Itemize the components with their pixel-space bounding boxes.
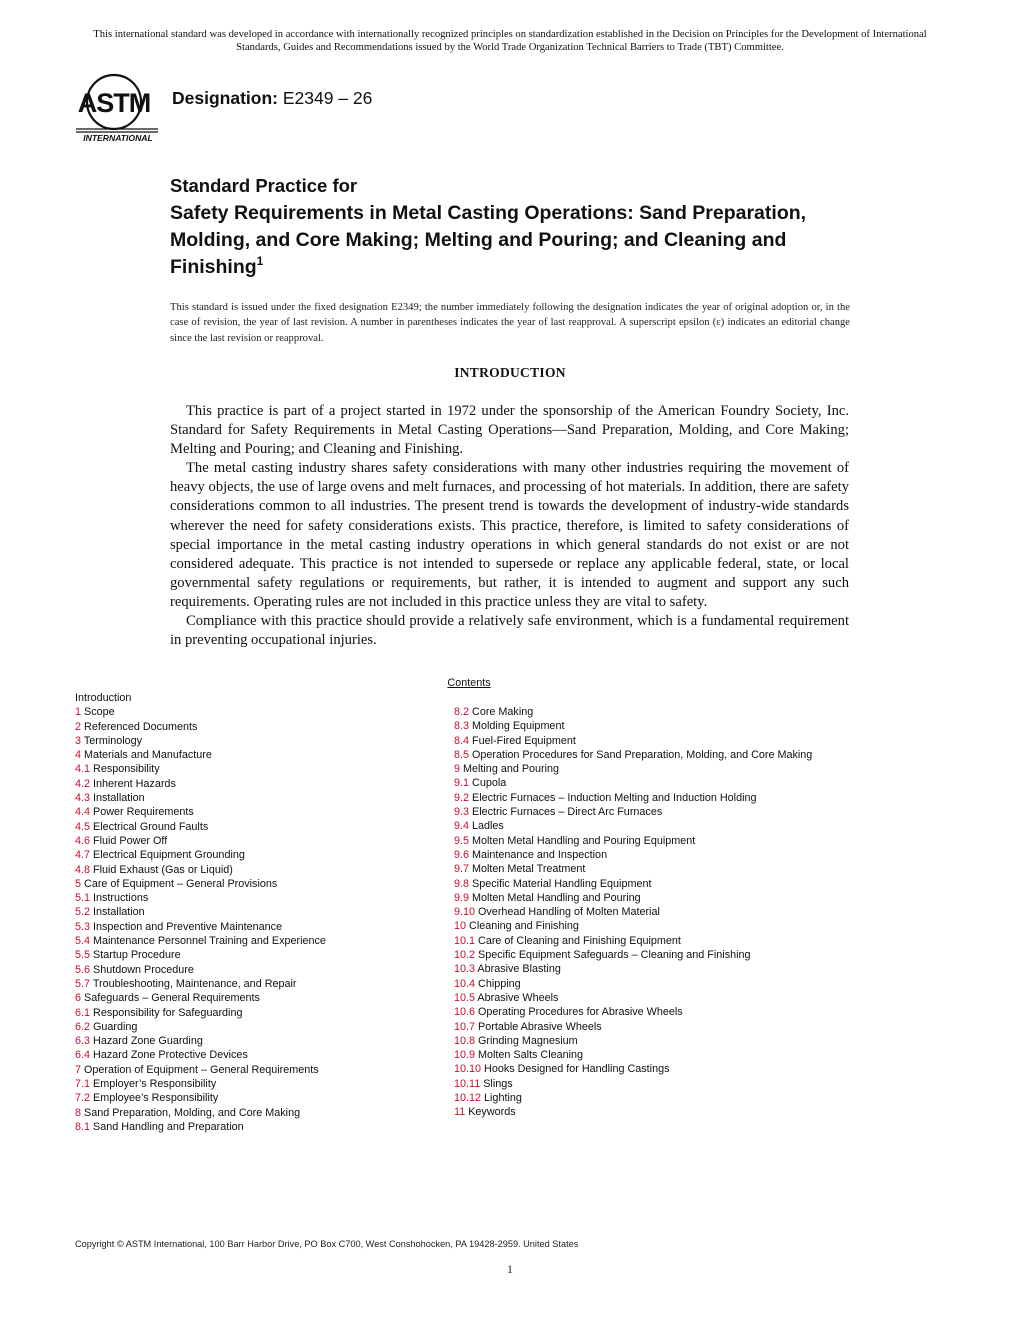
toc-entry-number[interactable]: 6.4 [75,1049,91,1062]
logo-caption: INTERNATIONAL [83,133,153,143]
toc-entry[interactable] [75,762,326,776]
toc-entry-number[interactable]: 4.2 [75,777,91,790]
toc-entry[interactable] [75,777,326,791]
toc-entry[interactable] [454,705,812,719]
toc-entry-title: Abrasive Blasting [477,963,561,976]
toc-entry[interactable] [75,820,326,834]
toc-entry-title: Molten Metal Treatment [472,863,586,876]
toc-entry-title: Responsibility [93,763,160,776]
toc-entry[interactable] [454,1034,812,1048]
toc-entry-number[interactable]: 10.2 [454,949,476,962]
toc-entry[interactable] [454,776,812,790]
toc-entry-title: Specific Equipment Safeguards – Cleaning and Finishing [478,949,751,962]
toc-entry-number[interactable]: 5.2 [75,906,91,919]
toc-entry-title: Chipping [478,977,521,990]
toc-entry[interactable] [75,1106,326,1120]
toc-entry[interactable] [75,891,326,905]
toc-entry[interactable] [75,734,326,748]
toc-entry-title: Employer’s Responsibility [93,1078,217,1091]
toc-entry[interactable] [75,805,326,819]
toc-entry-number[interactable]: 10 [454,920,467,933]
toc-entry-title: Hooks Designed for Handling Castings [484,1063,670,1076]
toc-entry-number[interactable]: 9.6 [454,848,470,861]
toc-entry[interactable] [454,934,812,948]
toc-entry-title: Installation [93,906,145,919]
toc-entry-number[interactable]: 5.1 [75,892,91,905]
toc-entry[interactable] [75,1006,326,1020]
toc-entry-title: Materials and Manufacture [84,749,212,762]
toc-entry-number[interactable]: 5 [75,877,82,890]
toc-entry-number[interactable]: 9.7 [454,863,470,876]
logo-letters: ASTM [77,88,151,118]
toc-entry-number[interactable]: 9.10 [454,906,476,919]
designation [172,88,372,109]
toc-entry-number[interactable]: 9 [454,763,461,776]
wto-notice: This international standard was developed in accordance with internationally recognized principles on standardization established in the Decision on Principles for the Development of International Standards, Guides and Recommendations issued by the World Trade Organization Technical Barriers to Trade (TBT) Committee. [93,29,927,53]
toc-entry-number[interactable]: 4.1 [75,763,91,776]
toc-entry-title: Hazard Zone Guarding [93,1035,203,1048]
toc-entry-number[interactable]: 9.4 [454,820,470,833]
toc-entry-number[interactable]: 10.6 [454,1006,476,1019]
toc-entry-title: Introduction [75,692,132,704]
designation-value: E2349 – 26 [282,88,373,108]
toc-entry-number[interactable]: 4.7 [75,849,91,862]
toc-entry-title: Maintenance Personnel Training and Experience [93,935,326,948]
toc-entry[interactable] [454,791,812,805]
toc-entry-title: Fluid Power Off [93,834,168,847]
toc-entry[interactable] [454,805,812,819]
toc-entry-number[interactable]: 7 [75,1063,82,1076]
toc-entry-number[interactable]: 8.1 [75,1120,91,1133]
toc-entry-title: Guarding [93,1020,138,1033]
toc-entry[interactable] [75,1091,326,1105]
toc-entry[interactable] [454,991,812,1005]
toc-entry-number[interactable]: 9.2 [454,791,470,804]
toc-entry-title: Lighting [484,1092,522,1105]
toc-entry[interactable] [75,977,326,991]
toc-entry-title: Fuel-Fired Equipment [472,734,576,747]
astm-logo-icon [74,72,162,144]
toc-entry[interactable] [75,905,326,919]
toc-entry[interactable] [454,819,812,833]
page-number: 1 [507,1262,513,1276]
toc-entry[interactable] [454,905,812,919]
toc-entry[interactable] [454,748,812,762]
title-footnote-mark: 1 [256,254,264,268]
toc-entry[interactable] [75,877,326,891]
toc-entry-title: Sand Handling and Preparation [93,1120,244,1133]
toc-entry[interactable] [454,1005,812,1019]
designation-label: Designation: [172,88,278,108]
toc-entry[interactable] [454,834,812,848]
toc-entry-title: Ladles [472,820,504,833]
toc-entry-title: Specific Material Handling Equipment [472,877,652,890]
toc-entry-number[interactable]: 4.8 [75,863,91,876]
toc-entry-title: Terminology [83,734,143,747]
toc-entry-number[interactable]: 8.4 [454,734,470,747]
toc-entry-title: Troubleshooting, Maintenance, and Repair [92,977,297,990]
intro-paragraph: Compliance with this practice should provide a relatively safe environment, which is a fundamental requirement in preventing occupational injuries. [170,613,849,649]
toc-entry[interactable] [454,877,812,891]
toc-entry-title: Fluid Exhaust (Gas or Liquid) [93,863,233,876]
toc-entry-number[interactable]: 1 [75,706,82,719]
toc-entry[interactable] [454,1020,812,1034]
toc-entry[interactable] [454,862,812,876]
title-main [170,200,860,281]
toc-entry-title: Scope [84,706,115,719]
toc-entry-number[interactable]: 4.4 [75,806,91,819]
toc-entry-title: Referenced Documents [84,720,198,733]
toc-entry-title: Overhead Handling of Molten Material [478,906,660,919]
toc-entry-title: Molten Metal Handling and Pouring [472,891,641,904]
toc-entry-number[interactable]: 10.4 [454,977,476,990]
introduction-body [170,402,849,650]
toc-entry-number[interactable]: 7.1 [75,1078,91,1091]
toc-entry-title: Hazard Zone Protective Devices [93,1049,248,1062]
toc-entry-number[interactable]: 4.5 [75,820,91,833]
toc-entry-title: Molten Salts Cleaning [478,1049,584,1062]
toc-entry-number[interactable]: 9.9 [454,891,470,904]
toc-entry-number[interactable]: 4.3 [75,792,91,805]
toc-entry-title: Core Making [472,706,534,718]
intro-paragraph: The metal casting industry shares safety considerations with many other industries requiring the movement of heavy objects, the use of large ovens and melt furnaces, and processing of hot materials. In addition, there are safety considerations common to all industries. The present trend is towards the development of industry-wide standards wherever the need for safety considerations exists. This practice, therefore, is limited to safety considerations of special importance in the metal casting industry operations in which general standards do not exist or are not considered adequate. This practice is not intended to supersede or replace any applicable federal, state, or local governmental safety regulations or requirements, but rather, it is intended to augment and support any such requirements. Operating rules are not included in this practice unless they are vital to safety. [170,460,849,610]
toc-entry-number[interactable]: 7.2 [75,1092,91,1105]
toc-entry[interactable] [75,1077,326,1091]
title-main-text: Safety Requirements in Metal Casting Operations: Sand Preparation, Molding, and Core Making; Melting and Pouring; and Cleaning and Finishing [170,202,807,278]
toc-entry-title: Power Requirements [93,806,194,819]
toc-entry-title: Molding Equipment [472,720,565,733]
toc-entry-number[interactable]: 6.3 [75,1035,91,1048]
toc-entry-title: Melting and Pouring [463,763,560,776]
toc-entry[interactable] [454,891,812,905]
toc-entry-number[interactable]: 4.6 [75,834,91,847]
toc-entry-number[interactable]: 9.8 [454,877,470,890]
toc-entry-number[interactable]: 10.10 [454,1063,482,1076]
toc-entry-number[interactable]: 10.5 [454,991,476,1004]
toc-entry-title: Safeguards – General Requirements [84,992,260,1005]
standard-title [170,175,860,281]
contents-right-column [454,705,812,1120]
toc-entry-title: Inherent Hazards [93,777,176,790]
toc-entry-title: Operation of Equipment – General Requirements [84,1063,319,1076]
toc-entry-number[interactable]: 9.3 [454,806,470,819]
toc-entry-number[interactable]: 6.1 [75,1006,91,1019]
toc-entry-number[interactable]: 5.3 [75,920,91,933]
toc-entry[interactable] [454,1091,812,1105]
toc-entry-number[interactable]: 10.1 [454,934,476,947]
toc-entry[interactable] [75,691,326,705]
toc-entry-title: Shutdown Procedure [93,963,194,976]
toc-entry[interactable] [75,1034,326,1048]
toc-entry-title: Grinding Magnesium [478,1034,578,1047]
toc-entry-title: Employee’s Responsibility [93,1092,219,1105]
toc-entry-number[interactable]: 8.3 [454,720,470,733]
toc-entry[interactable] [454,1062,812,1076]
toc-entry-title: Instructions [93,892,149,905]
toc-entry-number[interactable]: 10.7 [454,1020,476,1033]
toc-entry-title: Slings [483,1077,513,1090]
toc-entry-number[interactable]: 5.4 [75,935,91,948]
toc-entry-number[interactable]: 10.9 [454,1049,476,1062]
toc-entry-number[interactable]: 4 [75,749,82,762]
toc-entry-number[interactable]: 5.5 [75,949,91,962]
toc-entry-title: Electrical Ground Faults [93,820,209,833]
toc-entry[interactable] [75,720,326,734]
copyright-notice: Copyright © ASTM International, 100 Barr Harbor Drive, PO Box C700, West Conshohocken, PA 19428-2959. United States [75,1239,579,1249]
toc-entry-number[interactable]: 5.7 [75,977,91,990]
toc-entry-number[interactable]: 10.11 [454,1077,481,1090]
toc-entry[interactable] [75,934,326,948]
contents-heading: Contents [447,677,491,689]
toc-entry[interactable] [454,848,812,862]
toc-entry[interactable] [75,1020,326,1034]
toc-entry-number[interactable]: 6 [75,992,82,1005]
toc-entry[interactable] [75,1120,326,1134]
toc-entry-number[interactable]: 11 [454,1106,466,1119]
toc-entry[interactable] [75,1063,326,1077]
toc-entry[interactable] [454,1077,812,1091]
toc-entry[interactable] [454,734,812,748]
toc-entry[interactable] [75,920,326,934]
toc-entry-title: Portable Abrasive Wheels [478,1020,602,1033]
toc-entry[interactable] [75,834,326,848]
toc-entry-number[interactable]: 2 [75,720,82,733]
toc-entry-title: Molten Metal Handling and Pouring Equipment [472,834,696,847]
toc-entry[interactable] [454,977,812,991]
toc-entry-title: Sand Preparation, Molding, and Core Making [84,1106,301,1119]
toc-entry-title: Electrical Equipment Grounding [93,849,245,862]
toc-entry[interactable] [75,948,326,962]
toc-entry-number[interactable]: 6.2 [75,1020,91,1033]
toc-entry[interactable] [75,791,326,805]
toc-entry[interactable] [454,762,812,776]
toc-entry-title: Care of Cleaning and Finishing Equipment [478,934,681,947]
toc-entry-number[interactable]: 8.2 [454,706,470,718]
toc-entry-title: Operation Procedures for Sand Preparation, Molding, and Core Making [472,748,813,761]
contents-left-column [75,691,326,1134]
toc-entry-title: Startup Procedure [93,949,181,962]
toc-entry[interactable] [454,962,812,976]
toc-entry-title: Installation [93,792,145,805]
toc-entry-title: Cupola [472,777,507,790]
toc-entry-number[interactable]: 9.1 [454,777,470,790]
toc-entry[interactable] [75,1048,326,1062]
astm-logo [74,72,162,144]
toc-entry-title: Abrasive Wheels [477,991,559,1004]
toc-entry-number[interactable]: 10.8 [454,1034,476,1047]
toc-entry-title: Maintenance and Inspection [472,848,608,861]
toc-entry-title: Electric Furnaces – Direct Arc Furnaces [472,806,663,819]
toc-entry[interactable] [75,705,326,719]
toc-entry-number[interactable]: 5.6 [75,963,91,976]
toc-entry-title: Inspection and Preventive Maintenance [93,920,283,933]
toc-entry[interactable] [454,919,812,933]
toc-entry-title: Care of Equipment – General Provisions [84,877,278,890]
toc-entry-number[interactable]: 8 [75,1106,82,1119]
toc-entry-number[interactable]: 3 [75,734,82,747]
toc-entry-title: Electric Furnaces – Induction Melting and Induction Holding [472,791,757,804]
title-prefix: Standard Practice for [170,175,358,196]
toc-entry[interactable] [75,991,326,1005]
toc-entry-number[interactable]: 10.3 [454,963,476,976]
toc-entry-number[interactable]: 8.5 [454,748,470,761]
introduction-heading: INTRODUCTION [454,365,566,380]
toc-entry-title: Keywords [468,1106,516,1119]
toc-entry[interactable] [454,948,812,962]
toc-entry[interactable] [75,848,326,862]
toc-entry[interactable] [454,1048,812,1062]
toc-entry[interactable] [75,963,326,977]
toc-entry-title: Cleaning and Finishing [469,920,579,933]
toc-entry[interactable] [454,719,812,733]
toc-entry[interactable] [75,863,326,877]
toc-entry-title: Operating Procedures for Abrasive Wheels [478,1006,683,1019]
toc-entry[interactable] [75,748,326,762]
toc-entry-title: Responsibility for Safeguarding [93,1006,243,1019]
intro-paragraph: This practice is part of a project started in 1972 under the sponsorship of the American Foundry Society, Inc. Standard for Safety Requirements in Metal Casting Operations—Sand Preparation, Molding, and Core Making; Melting and Pouring; and Cleaning and Finishing. [170,403,849,458]
toc-entry[interactable] [454,1105,812,1119]
issuance-note: This standard is issued under the fixed designation E2349; the number immediately following the designation indicates the year of original adoption or, in the case of revision, the year of last revision. A number in parentheses indicates the year of last reapproval. A superscript epsilon (ε) indicates an editorial change since the last revision or reapproval. [170,302,850,344]
toc-entry-number[interactable]: 10.12 [454,1092,482,1105]
toc-entry-number[interactable]: 9.5 [454,834,470,847]
